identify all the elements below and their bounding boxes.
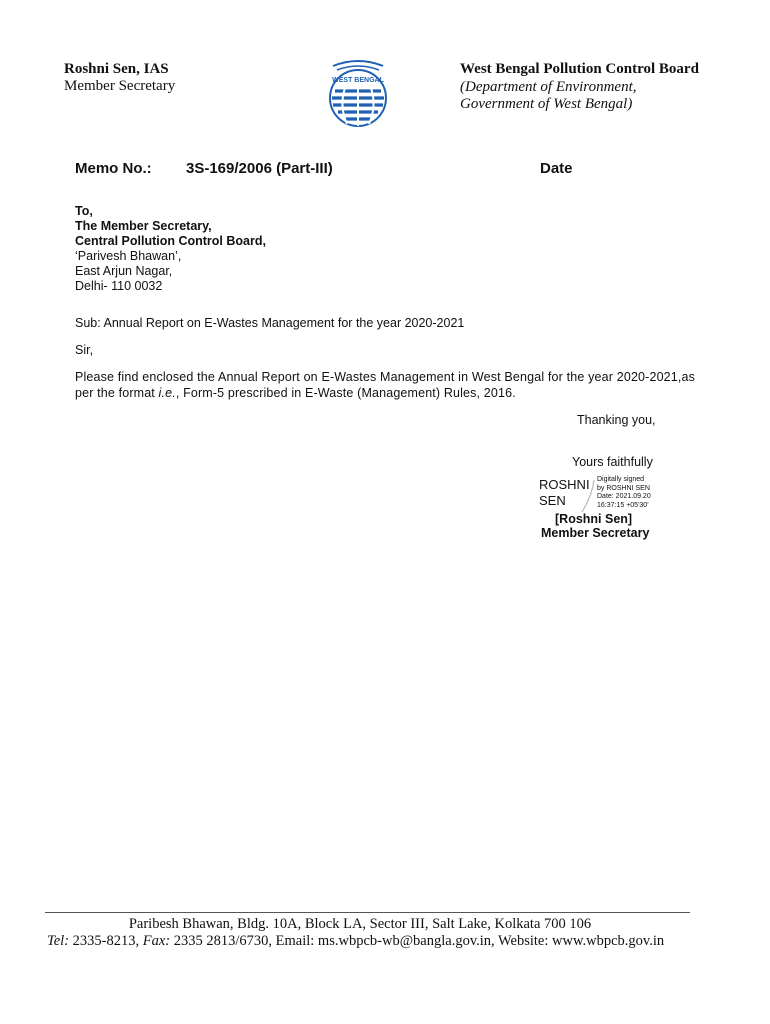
sender-name: Roshni Sen, IAS bbox=[64, 61, 169, 77]
address-line-2: Central Pollution Control Board, bbox=[75, 234, 266, 248]
signature-detail-1: Digitally signed bbox=[597, 476, 645, 483]
signature-detail-3: Date: 2021.09.20 bbox=[597, 493, 651, 500]
salutation: Sir, bbox=[75, 343, 94, 357]
address-line-1: The Member Secretary, bbox=[75, 219, 212, 233]
address-to: To, bbox=[75, 204, 93, 218]
memo-number: 3S-169/2006 (Part-III) bbox=[186, 160, 333, 177]
signature-detail-2: by ROSHNI SEN bbox=[597, 484, 650, 492]
signature-detail-4: 16:37:15 +05'30' bbox=[597, 501, 649, 509]
closing-line: Yours faithfully bbox=[572, 455, 653, 469]
signature-name-line-1: ROSHNI bbox=[539, 477, 590, 492]
department-line-1: (Department of Environment, bbox=[460, 79, 637, 95]
body-text-italic: i.e. bbox=[158, 385, 176, 400]
subject-line: Sub: Annual Report on E-Wastes Management for the year 2020-2021 bbox=[75, 316, 465, 330]
wbpcb-logo bbox=[323, 58, 393, 132]
address-line-3: ‘Parivesh Bhawan’, bbox=[75, 249, 182, 263]
thanks-line: Thanking you, bbox=[577, 413, 656, 427]
organization-name: West Bengal Pollution Control Board bbox=[460, 61, 699, 77]
footer-address: Paribesh Bhawan, Bldg. 10A, Block LA, Sector III, Salt Lake, Kolkata 700 106 bbox=[128, 916, 592, 932]
department-line-2: Government of West Bengal) bbox=[460, 96, 633, 112]
signatory-name: [Roshni Sen] bbox=[555, 512, 633, 526]
footer-contacts bbox=[47, 933, 664, 950]
memo-label: Memo No.: bbox=[75, 160, 152, 177]
body-text-1: Please find enclosed the Annual Report on E-Wastes Management in West Bengal for the year 2020-2021,as per the format bbox=[75, 370, 695, 400]
signature-details bbox=[597, 476, 651, 510]
address-line-4: East Arjun Nagar, bbox=[75, 264, 173, 278]
fax-email-website: 2335 2813/6730, Email: ms.wbpcb-wb@bangla.gov.in, Website: www.wbpcb.gov.in bbox=[170, 933, 665, 949]
tel-label: Tel: bbox=[47, 933, 70, 949]
signature-mark-icon bbox=[578, 478, 598, 514]
signatory-role: Member Secretary bbox=[541, 526, 650, 540]
date-label: Date bbox=[540, 160, 573, 177]
body-text-2: , Form-5 prescribed in E-Waste (Management) Rules, 2016. bbox=[175, 385, 516, 400]
tel-number: 2335-8213, bbox=[69, 933, 143, 949]
fax-label: Fax: bbox=[142, 933, 171, 949]
footer-divider bbox=[45, 912, 690, 913]
sender-title: Member Secretary bbox=[64, 78, 176, 94]
signature-name-line-2: SEN bbox=[539, 493, 566, 508]
logo-text: WEST BENGAL bbox=[332, 77, 384, 84]
body-paragraph bbox=[75, 370, 695, 401]
address-line-5: Delhi- 110 0032 bbox=[75, 279, 163, 293]
